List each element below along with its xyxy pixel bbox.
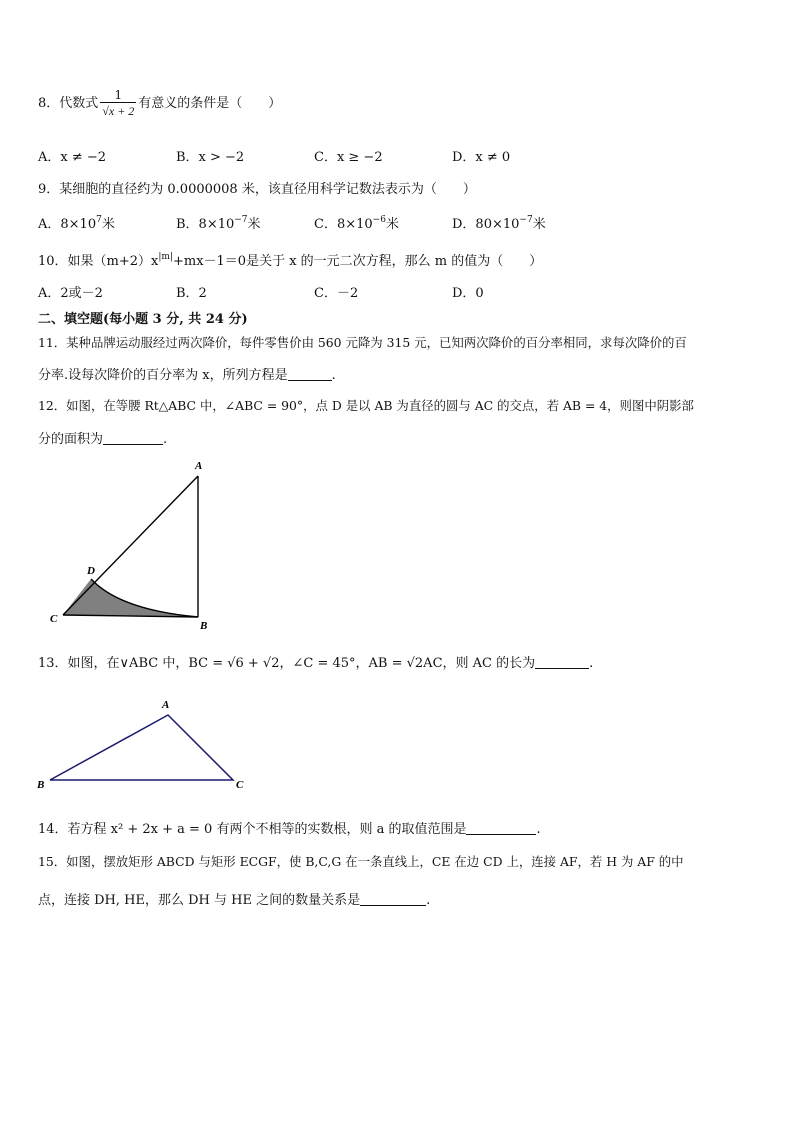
q12-label-a: A [195, 460, 203, 472]
q9-options [38, 213, 758, 231]
q9-option-c-exp: −6 [372, 215, 386, 225]
q10-text-b: +mx－1＝0是关于 x 的一元二次方程，那么 m 的值为（ ） [172, 254, 543, 269]
q12-label-b: B [200, 620, 208, 632]
q8-frac-den: √x + 2 [102, 104, 135, 118]
q8-option-b: B．x > −2 [176, 150, 245, 165]
q10-option-b: B．2 [176, 286, 207, 301]
q9-option-c-base: C．8×10 [314, 217, 373, 232]
q13-triangle [50, 715, 233, 780]
q8-frac-num: 1 [114, 88, 123, 102]
q10-options [38, 282, 758, 300]
q10-option-a: A．2或－2 [38, 286, 103, 301]
q12-end: . [163, 432, 168, 447]
q12-line-2-text: 分的面积为 [38, 432, 104, 447]
q8-prefix: 8．代数式 [38, 96, 99, 111]
q9-option-a [38, 213, 115, 232]
q14-stem [38, 818, 541, 837]
q11-line-2-text: 分率.设每次降价的百分率为 x，所列方程是 [38, 368, 288, 383]
q10-stem [38, 250, 542, 269]
q9-option-b-unit: 米 [247, 217, 261, 232]
q9-stem: 9．某细胞的直径约为 0.0000008 米，该直径用科学记数法表示为（ ） [38, 182, 476, 197]
q14-answer-blank[interactable] [466, 822, 536, 835]
q9-option-b [176, 213, 261, 232]
q15-line-2 [38, 889, 430, 908]
q13-answer-blank[interactable] [535, 656, 589, 669]
q8-option-c: C．x ≥ −2 [314, 150, 383, 165]
q8-suffix: 有意义的条件是（ ） [138, 96, 282, 111]
q11-answer-blank[interactable] [288, 368, 332, 381]
q15-line-1: 15．如图，摆放矩形 ABCD 与矩形 ECGF，使 B,C,G 在一条直线上，CE 在边 CD 上，连接 AF，若 H 为 AF 的中 [38, 854, 684, 869]
q12-answer-blank[interactable] [103, 432, 163, 445]
q13-label-b: B [37, 779, 45, 791]
q12-label-c: C [50, 613, 58, 625]
q9-option-d [452, 213, 546, 232]
q9-option-b-base: B．8×10 [176, 217, 235, 232]
q12-label-d: D [87, 565, 95, 577]
q9-option-c-unit: 米 [385, 217, 399, 232]
q12-side-ac [63, 476, 198, 615]
q11-end: . [331, 368, 336, 383]
figure-q12 [40, 455, 220, 635]
q11-line-2 [38, 364, 336, 383]
q8-fraction [100, 88, 136, 119]
q15-answer-blank[interactable] [360, 893, 426, 906]
q13-label-a: A [162, 699, 170, 711]
q15-end: . [426, 893, 431, 908]
q14-text: 14．若方程 x² + 2x + a = 0 有两个不相等的实数根，则 a 的取值范围是 [38, 822, 467, 837]
q9-option-a-exp: 7 [96, 215, 102, 225]
section-2-heading: 二、填空题(每小题 3 分, 共 24 分) [38, 312, 248, 327]
q11-line-1: 11．某种品牌运动服经过两次降价，每件零售价由 560 元降为 315 元，已知两次降价的百分率相同，求每次降价的百 [38, 335, 687, 350]
q9-option-a-base: A．8×10 [38, 217, 97, 232]
q14-end: . [536, 822, 541, 837]
figure-q13 [30, 695, 260, 795]
q13-text: 13．如图，在∨ABC 中，BC = √6 + √2，∠C = 45°，AB = √2AC，则 AC 的长为 [38, 656, 536, 671]
q10-exponent: |m| [158, 252, 173, 262]
q9-option-d-unit: 米 [532, 217, 546, 232]
q13-end: . [589, 656, 594, 671]
q8-stem [38, 88, 281, 119]
q8-option-a: A．x ≠ −2 [38, 150, 107, 165]
q8-option-d: D．x ≠ 0 [452, 150, 511, 165]
q10-text-a: 10．如果（m+2）x [38, 254, 159, 269]
q9-option-d-exp: −7 [519, 215, 533, 225]
q12-line-2 [38, 428, 167, 447]
q12-shaded-region [63, 579, 198, 617]
q9-option-a-unit: 米 [101, 217, 115, 232]
q15-line-2-text: 点，连接 DH, HE，那么 DH 与 HE 之间的数量关系是 [38, 893, 361, 908]
q13-stem [38, 652, 593, 671]
q13-label-c: C [236, 779, 244, 791]
q9-option-d-base: D．80×10 [452, 217, 520, 232]
q9-option-b-exp: −7 [234, 215, 248, 225]
q10-option-d: D．0 [452, 286, 484, 301]
q10-option-c: C．－2 [314, 286, 359, 301]
q8-options [38, 146, 758, 164]
q12-line-1: 12．如图，在等腰 Rt△ABC 中，∠ABC = 90°，点 D 是以 AB 为直径的圆与 AC 的交点，若 AB = 4，则图中阴影部 [38, 398, 694, 413]
q9-option-c [314, 213, 399, 232]
